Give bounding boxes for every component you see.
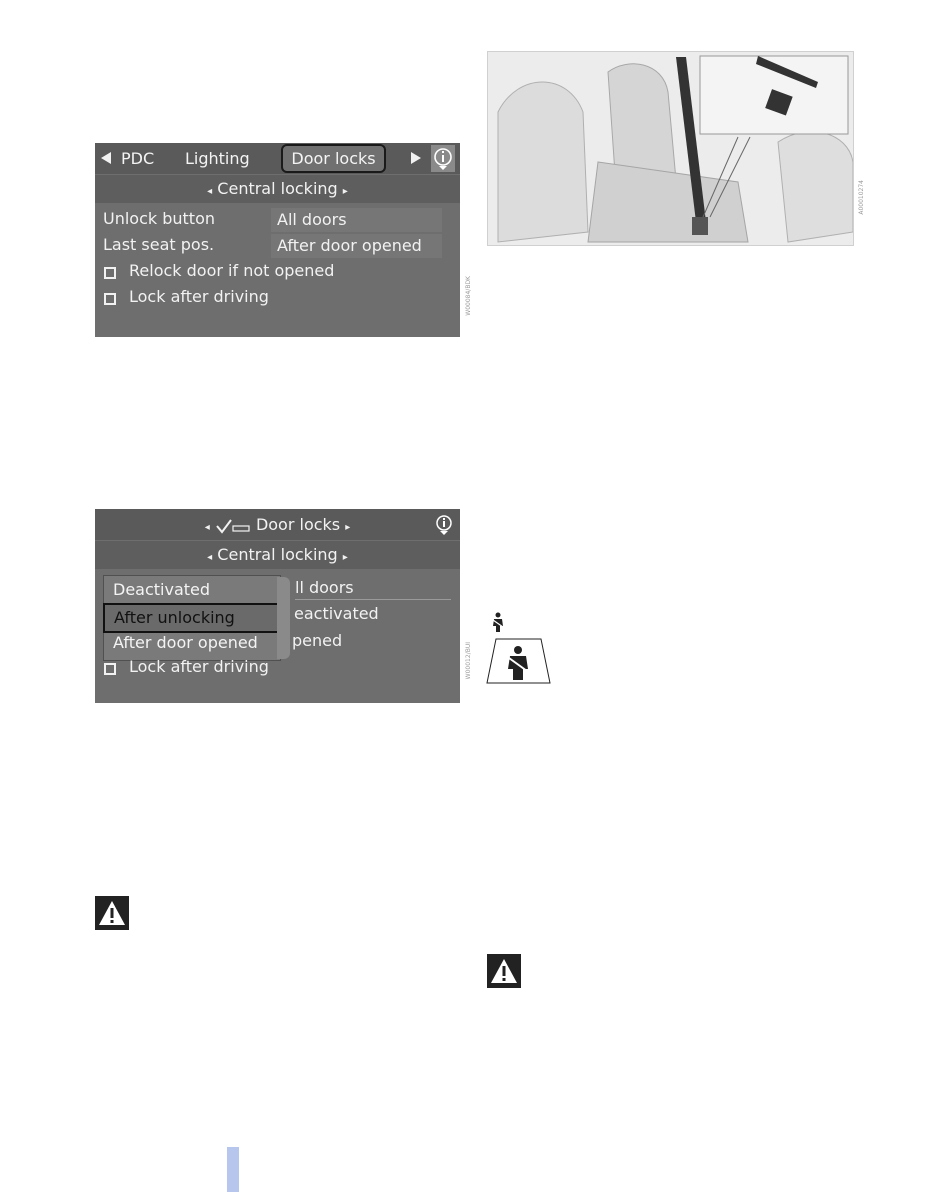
chevron-left-icon: ◂ bbox=[207, 186, 213, 197]
submenu-header[interactable] bbox=[95, 541, 460, 569]
central-locking-screen bbox=[95, 509, 460, 703]
submenu-title: Central locking bbox=[217, 545, 338, 564]
arrow-right-icon[interactable] bbox=[411, 152, 421, 164]
submenu-header[interactable] bbox=[95, 175, 460, 203]
option-deactivated[interactable]: Deactivated bbox=[113, 580, 211, 599]
behind-value-1: ll doors bbox=[295, 578, 451, 600]
info-icon[interactable] bbox=[433, 513, 455, 537]
option-after-door-opened[interactable]: After door opened bbox=[113, 633, 258, 652]
lock-after-driving-label[interactable]: Lock after driving bbox=[129, 657, 269, 676]
dropdown-scroll-tab[interactable] bbox=[277, 577, 290, 659]
tab-lighting[interactable]: Lighting bbox=[185, 149, 250, 168]
info-icon[interactable] bbox=[431, 145, 455, 172]
seatbelt-indicator-icon bbox=[486, 638, 551, 684]
relock-checkbox[interactable] bbox=[104, 267, 116, 279]
relock-label[interactable]: Relock door if not opened bbox=[129, 261, 335, 280]
menu-tab-bar bbox=[95, 143, 460, 174]
chevron-right-icon: ▸ bbox=[342, 186, 348, 197]
tab-door-locks[interactable]: Door locks bbox=[281, 144, 386, 173]
last-seat-pos-label: Last seat pos. bbox=[103, 235, 215, 254]
submenu-title: Central locking bbox=[217, 179, 338, 198]
tab-pdc[interactable]: PDC bbox=[121, 149, 155, 168]
seat-belt-illustration bbox=[487, 51, 854, 246]
behind-value-2: eactivated bbox=[294, 604, 379, 623]
option-after-unlocking[interactable]: After unlocking bbox=[103, 603, 283, 633]
menu-header[interactable] bbox=[95, 509, 460, 540]
figure-code: A00010274 bbox=[858, 180, 865, 215]
lock-after-driving-checkbox[interactable] bbox=[104, 293, 116, 305]
behind-value-3: pened bbox=[292, 631, 343, 650]
lock-after-driving-checkbox[interactable] bbox=[104, 663, 116, 675]
unlock-button-value[interactable]: All doors bbox=[271, 208, 442, 232]
lock-after-driving-label[interactable]: Lock after driving bbox=[129, 287, 269, 306]
arrow-left-icon[interactable] bbox=[101, 152, 111, 164]
chevron-left-icon: ◂ bbox=[204, 522, 210, 533]
car-check-icon bbox=[215, 518, 251, 534]
figure-code: W00012/BUI bbox=[465, 642, 472, 680]
door-locks-screen bbox=[95, 143, 460, 337]
last-seat-pos-value[interactable]: After door opened bbox=[271, 234, 442, 258]
seatbelt-indicator-small-icon bbox=[491, 612, 505, 632]
option-dropdown[interactable] bbox=[103, 575, 281, 661]
warning-icon bbox=[487, 954, 521, 988]
figure-code: W00084/BDK bbox=[465, 276, 472, 316]
chevron-left-icon: ◂ bbox=[207, 552, 213, 563]
menu-title: Door locks bbox=[255, 515, 341, 534]
page-edge-marker bbox=[227, 1147, 239, 1192]
unlock-button-label: Unlock button bbox=[103, 209, 216, 228]
warning-icon bbox=[95, 896, 129, 930]
chevron-right-icon: ▸ bbox=[345, 522, 351, 533]
chevron-right-icon: ▸ bbox=[342, 552, 348, 563]
